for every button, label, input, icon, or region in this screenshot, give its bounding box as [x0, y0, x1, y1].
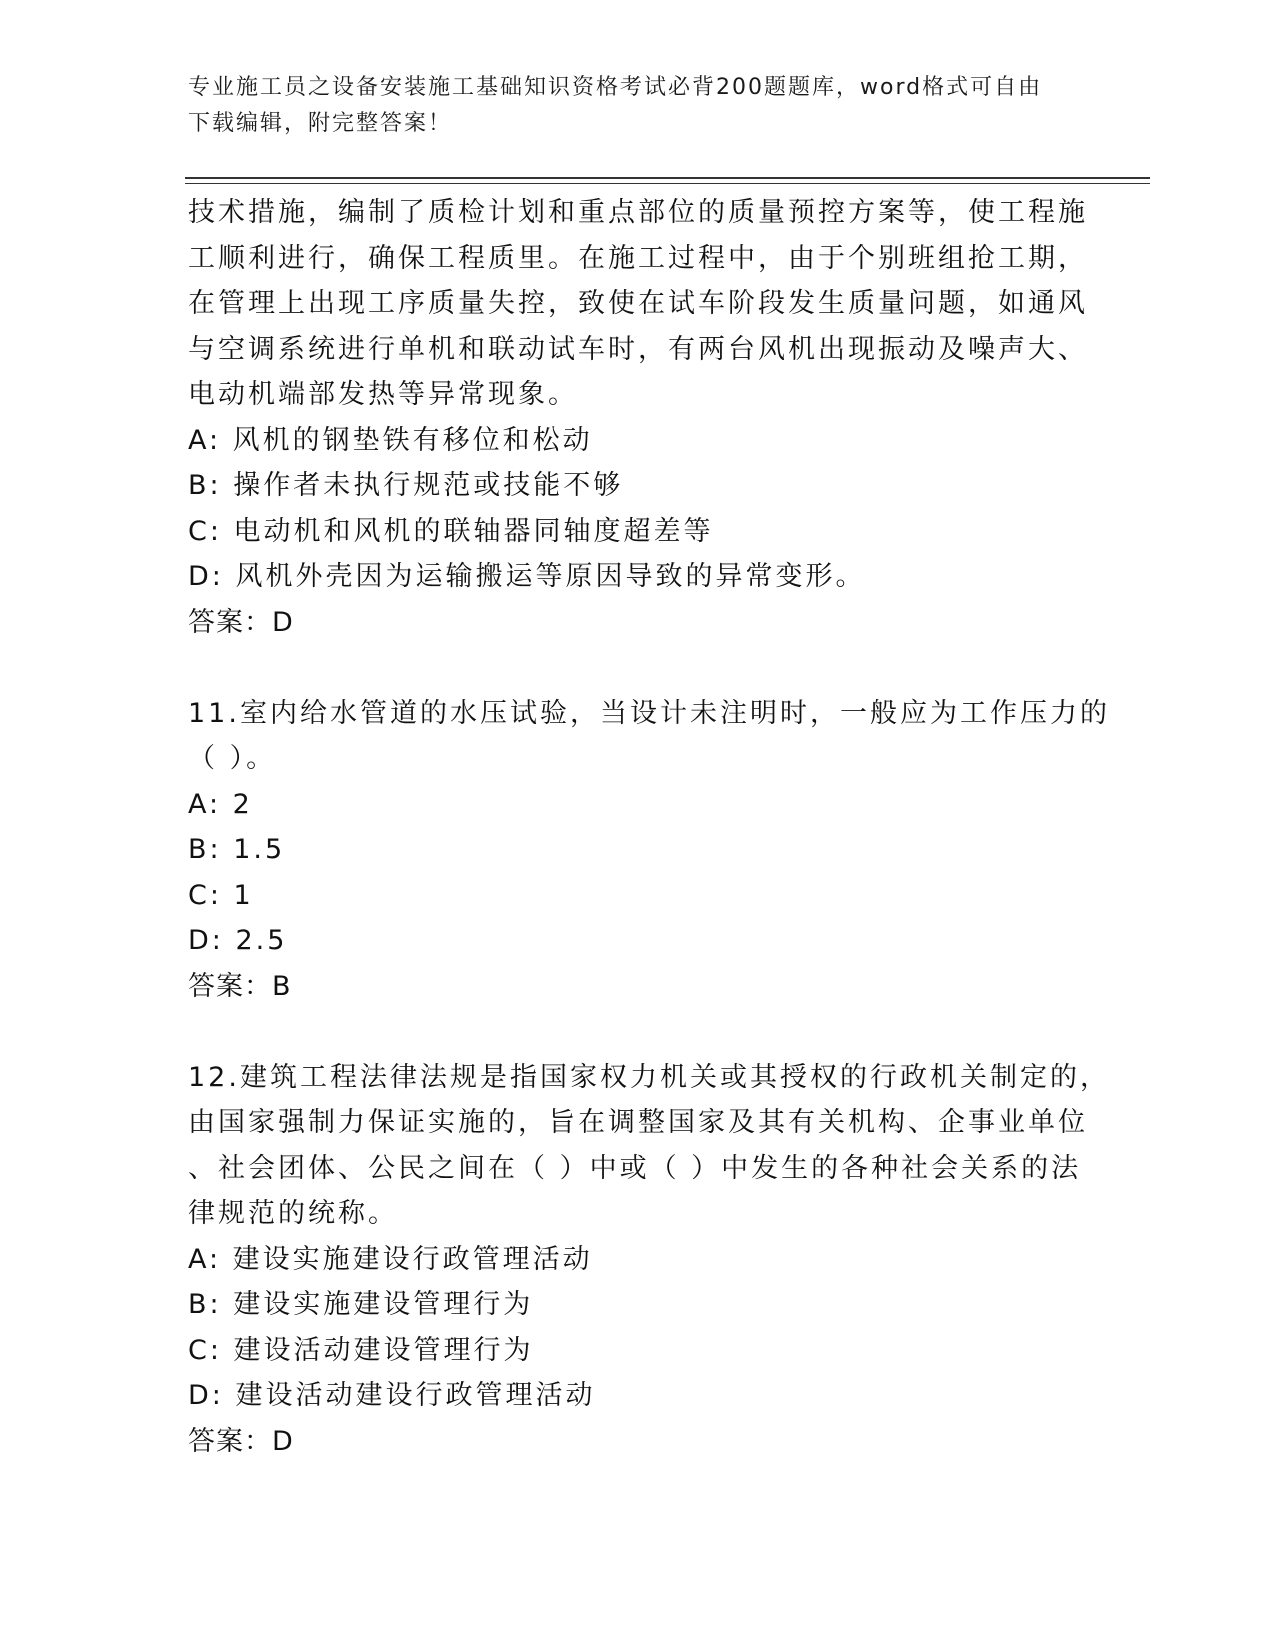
header-divider-thick: [185, 177, 1150, 179]
option-c: C: 电动机和风机的联轴器同轴度超差等: [188, 515, 714, 547]
question-text-line: 12.建筑工程法律法规是指国家权力机关或其授权的行政机关制定的，: [188, 1061, 1110, 1093]
option-b: B: 1.5: [188, 834, 286, 865]
option-c: C: 1: [188, 879, 254, 911]
question-text-line: 技术措施，编制了质检计划和重点部位的质量预控方案等，使工程施: [188, 197, 1088, 228]
answer-line: 答案：D: [188, 1425, 294, 1457]
option-d: D: 2.5: [188, 925, 288, 956]
question-text-line: 由国家强制力保证实施的，旨在调整国家及其有关机构、企事业单位: [188, 1107, 1088, 1138]
question-text-line: 11.室内给水管道的水压试验，当设计未注明时，一般应为工作压力的: [188, 697, 1110, 729]
question-10: [188, 190, 1088, 645]
option-d: D: 风机外壳因为运输搬运等原因导致的异常变形。: [188, 561, 866, 592]
header-divider-thin: [185, 183, 1150, 184]
question-text-line: 律规范的统称。: [188, 1198, 398, 1229]
spacer: [188, 645, 1088, 691]
question-text-line: 、社会团体、公民之间在（ ）中或（ ）中发生的各种社会关系的法: [188, 1152, 1082, 1184]
header-title-line-2: 下载编辑，附完整答案！: [188, 111, 453, 136]
option-a: A: 风机的钢垫铁有移位和松动: [188, 424, 593, 456]
answer-line: 答案：D: [188, 606, 294, 638]
option-b: B: 操作者未执行规范或技能不够: [188, 470, 624, 501]
option-a: A: 建设实施建设行政管理活动: [188, 1243, 593, 1275]
question-12: [188, 1055, 1110, 1465]
option-a: A: 2: [188, 788, 253, 820]
option-b: B: 建设实施建设管理行为: [188, 1289, 534, 1320]
question-text-line: （ ）。: [188, 743, 277, 774]
question-text-line: 在管理上出现工序质量失控，致使在试车阶段发生质量问题，如通风: [188, 288, 1088, 319]
header-title-line-1: 专业施工员之设备安装施工基础知识资格考试必背200题题库，word格式可自由: [188, 75, 1043, 100]
option-d: D: 建设活动建设行政管理活动: [188, 1380, 596, 1411]
question-text-line: 与空调系统进行单机和联动试车时，有两台风机出现振动及噪声大、: [188, 333, 1088, 365]
question-text-line: 工顺利进行，确保工程质里。在施工过程中，由于个别班组抢工期，: [188, 242, 1088, 274]
answer-line: 答案：B: [188, 970, 292, 1002]
question-11: [188, 691, 1110, 1010]
spacer: [188, 1009, 1088, 1055]
option-c: C: 建设活动建设管理行为: [188, 1334, 534, 1366]
document-body: [188, 190, 1110, 1464]
question-text-line: 电动机端部发热等异常现象。: [188, 379, 578, 410]
document-header: [188, 70, 1088, 142]
